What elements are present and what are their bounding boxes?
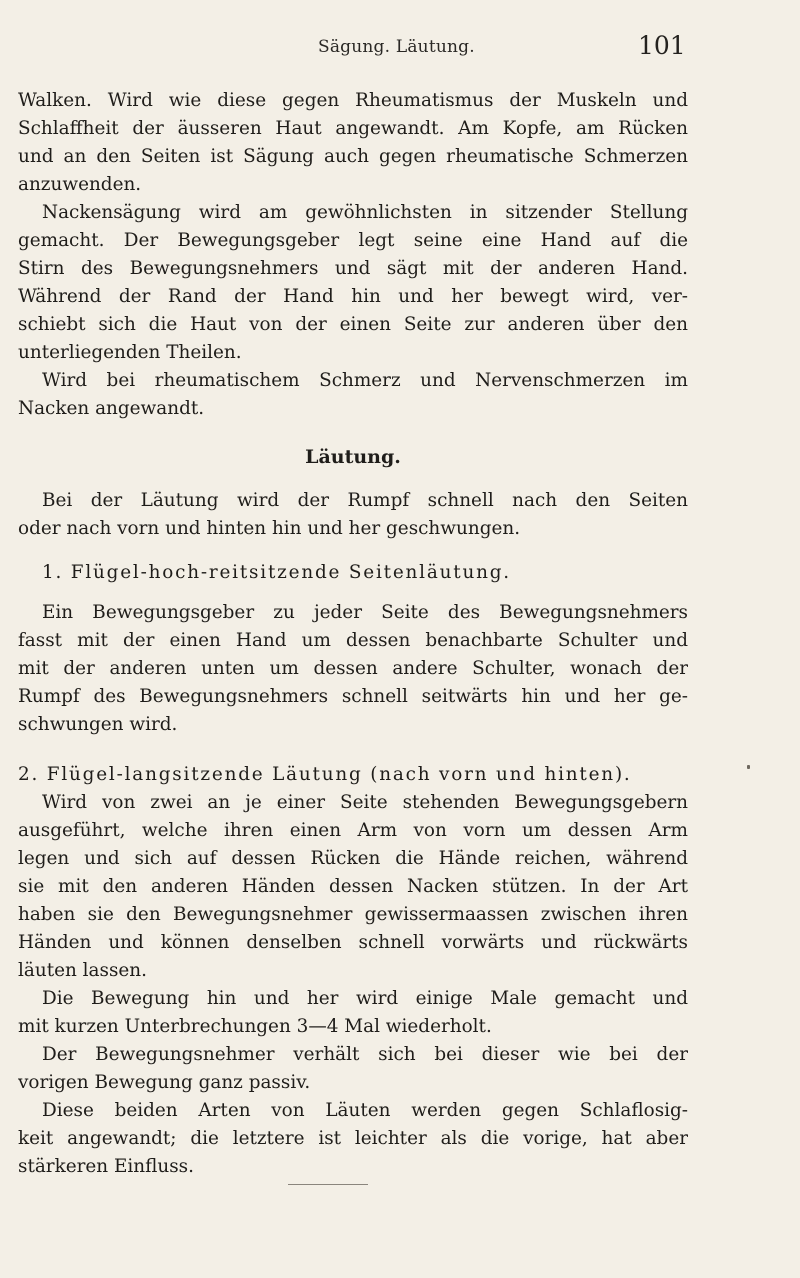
paragraph xyxy=(18,199,688,367)
paragraph xyxy=(18,985,688,1041)
text-line: ausgeführt, welche ihren einen Arm von vorn um dessen Arm xyxy=(18,820,688,841)
paragraph xyxy=(18,1097,688,1181)
text-line: keit angewandt; die letztere ist leichter als die vorige, hat aber xyxy=(18,1128,688,1149)
subsection-heading: 2. Flügel-langsitzende Läutung (nach vorn und hinten). xyxy=(18,764,632,785)
text-line: mit kurzen Unterbrechungen 3—4 Mal wiederholt. xyxy=(18,1016,492,1037)
text-line: Schlaffheit der äusseren Haut angewandt. Am Kopfe, am Rücken xyxy=(18,118,688,139)
paragraph xyxy=(18,87,688,199)
running-head xyxy=(0,30,800,60)
text-line: stärkeren Einfluss. xyxy=(18,1156,194,1177)
text-line: Während der Rand der Hand hin und her bewegt wird, ver- xyxy=(18,286,688,307)
paragraph xyxy=(18,1041,688,1097)
page-number: 101 xyxy=(638,31,686,60)
paragraph xyxy=(18,487,688,543)
text-line: vorigen Bewegung ganz passiv. xyxy=(18,1072,311,1093)
text-line: Nackensägung wird am gewöhnlichsten in sitzender Stellung xyxy=(42,202,688,223)
ink-speck xyxy=(747,765,750,769)
text-line: Walken. Wird wie diese gegen Rheumatismus der Muskeln und xyxy=(18,90,688,111)
text-line: anzuwenden. xyxy=(18,174,142,195)
text-line: schiebt sich die Haut von der einen Seite zur anderen über den xyxy=(18,314,688,335)
text-line: Rumpf des Bewegungsnehmers schnell seitwärts hin und her ge- xyxy=(18,686,688,707)
text-line: haben sie den Bewegungsnehmer gewissermaassen zwischen ihren xyxy=(18,904,688,925)
text-line: Händen und können denselben schnell vorwärts und rückwärts xyxy=(18,932,688,953)
text-line: Ein Bewegungsgeber zu jeder Seite des Bewegungsnehmers xyxy=(42,602,688,623)
text-line: Diese beiden Arten von Läuten werden gegen Schlaflosig- xyxy=(42,1100,688,1121)
text-line: Bei der Läutung wird der Rumpf schnell nach den Seiten xyxy=(42,490,688,511)
paragraph xyxy=(18,789,688,985)
text-line: oder nach vorn und hinten hin und her geschwungen. xyxy=(18,518,521,539)
text-line: Der Bewegungsnehmer verhält sich bei dieser wie bei der xyxy=(42,1044,688,1065)
text-line: Die Bewegung hin und her wird einige Male gemacht und xyxy=(42,988,688,1009)
text-line: läuten lassen. xyxy=(18,960,147,981)
section-heading: Läutung. xyxy=(305,446,401,468)
paragraph xyxy=(18,367,688,423)
text-line: Wird bei rheumatischem Schmerz und Nervenschmerzen im xyxy=(42,370,688,391)
text-line: unterliegenden Theilen. xyxy=(18,342,242,363)
running-title: Sägung. Läutung. xyxy=(318,37,475,57)
text-line: Wird von zwei an je einer Seite stehenden Bewegungsgebern xyxy=(42,792,688,813)
text-line: mit der anderen unten um dessen andere Schulter, wonach der xyxy=(18,658,688,679)
text-line: Stirn des Bewegungsnehmers und sägt mit der anderen Hand. xyxy=(18,258,688,279)
text-line: schwungen wird. xyxy=(18,714,178,735)
subsection-heading: 1. Flügel-hoch-reitsitzende Seitenläutung. xyxy=(42,562,511,583)
text-line: und an den Seiten ist Sägung auch gegen rheumatische Schmerzen xyxy=(18,146,688,167)
paragraph xyxy=(18,599,688,739)
text-line: legen und sich auf dessen Rücken die Hände reichen, während xyxy=(18,848,688,869)
section-divider xyxy=(288,1184,368,1185)
text-line: gemacht. Der Bewegungsgeber legt seine eine Hand auf die xyxy=(18,230,688,251)
main-text xyxy=(18,87,688,1181)
text-line: fasst mit der einen Hand um dessen benachbarte Schulter und xyxy=(18,630,688,651)
text-line: Nacken angewandt. xyxy=(18,398,205,419)
text-line: sie mit den anderen Händen dessen Nacken stützen. In der Art xyxy=(18,876,688,897)
